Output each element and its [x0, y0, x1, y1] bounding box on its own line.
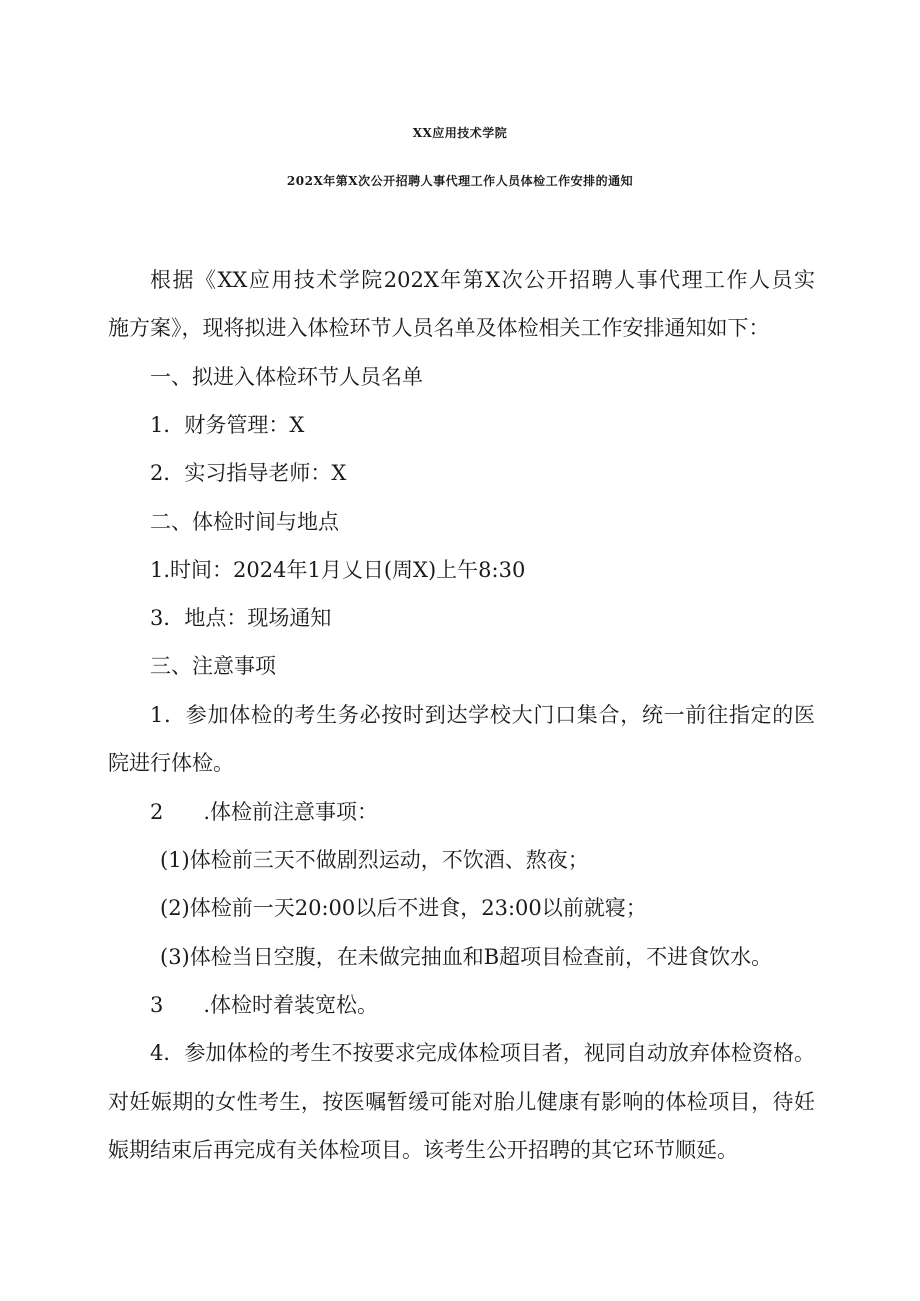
note3-text: .体检时着装宽松。: [203, 993, 379, 1017]
note3-number: 3: [150, 993, 164, 1017]
note4-line1: [150, 1038, 815, 1068]
note4-line3: 娠期结束后再完成有关体检项目。该考生公开招聘的其它环节顺延。: [108, 1138, 738, 1162]
note3-heading: [150, 990, 378, 1020]
document-title-line1: XX应用技术学院: [412, 126, 508, 140]
note1-line2: 院进行体检。: [108, 751, 234, 775]
note2-sub1: (1)体检前三天不做剧烈运动，不饮酒、熬夜；: [160, 848, 589, 872]
note2-heading: [150, 797, 378, 827]
note2-number: 2: [150, 800, 164, 824]
section2-heading: 二、体检时间与地点: [150, 510, 339, 534]
note4-line2: [108, 1087, 815, 1117]
note2-sub2: (2)体检前一天20:00以后不进食，23:00以前就寝；: [160, 896, 647, 920]
intro-paragraph-line2: 施方案》，现将拟进入体检环节人员名单及体检相关工作安排通知如下：: [108, 316, 770, 340]
section1-item1: 1．财务管理：X: [150, 413, 305, 437]
section1-heading: 一、拟进入体检环节人员名单: [150, 365, 423, 389]
note4-line1-text: 4．参加体检的考生不按要求完成体检项目者，视同自动放弃体检资格。: [150, 1041, 815, 1065]
section1-item2: 2．实习指导老师：X: [150, 461, 347, 485]
intro-line1-text: 根据《XX应用技术学院202X年第X次公开招聘人事代理工作人员实: [150, 268, 815, 292]
note1-line1-text: 1．参加体检的考生务必按时到达学校大门口集合，统一前往指定的医: [150, 703, 815, 727]
section2-item2: 3．地点：现场通知: [150, 606, 332, 630]
section2-item1: 1.时间：2024年1月乂日(周X)上午8:30: [150, 558, 526, 582]
note1-line1: [150, 700, 815, 730]
section3-heading: 三、注意事项: [150, 654, 276, 678]
note4-line2-text: 对妊娠期的女性考生，按医嘱暂缓可能对胎儿健康有影响的体检项目，待妊: [108, 1090, 815, 1114]
note2-text: .体检前注意事项：: [203, 800, 379, 824]
intro-paragraph-line1: [150, 265, 815, 295]
note2-sub3: (3)体检当日空腹，在未做完抽血和B超项目检查前，不进食饮水。: [160, 945, 773, 969]
document-title-line2: 202X年第X次公开招聘人事代理工作人员体检工作安排的通知: [286, 174, 634, 188]
